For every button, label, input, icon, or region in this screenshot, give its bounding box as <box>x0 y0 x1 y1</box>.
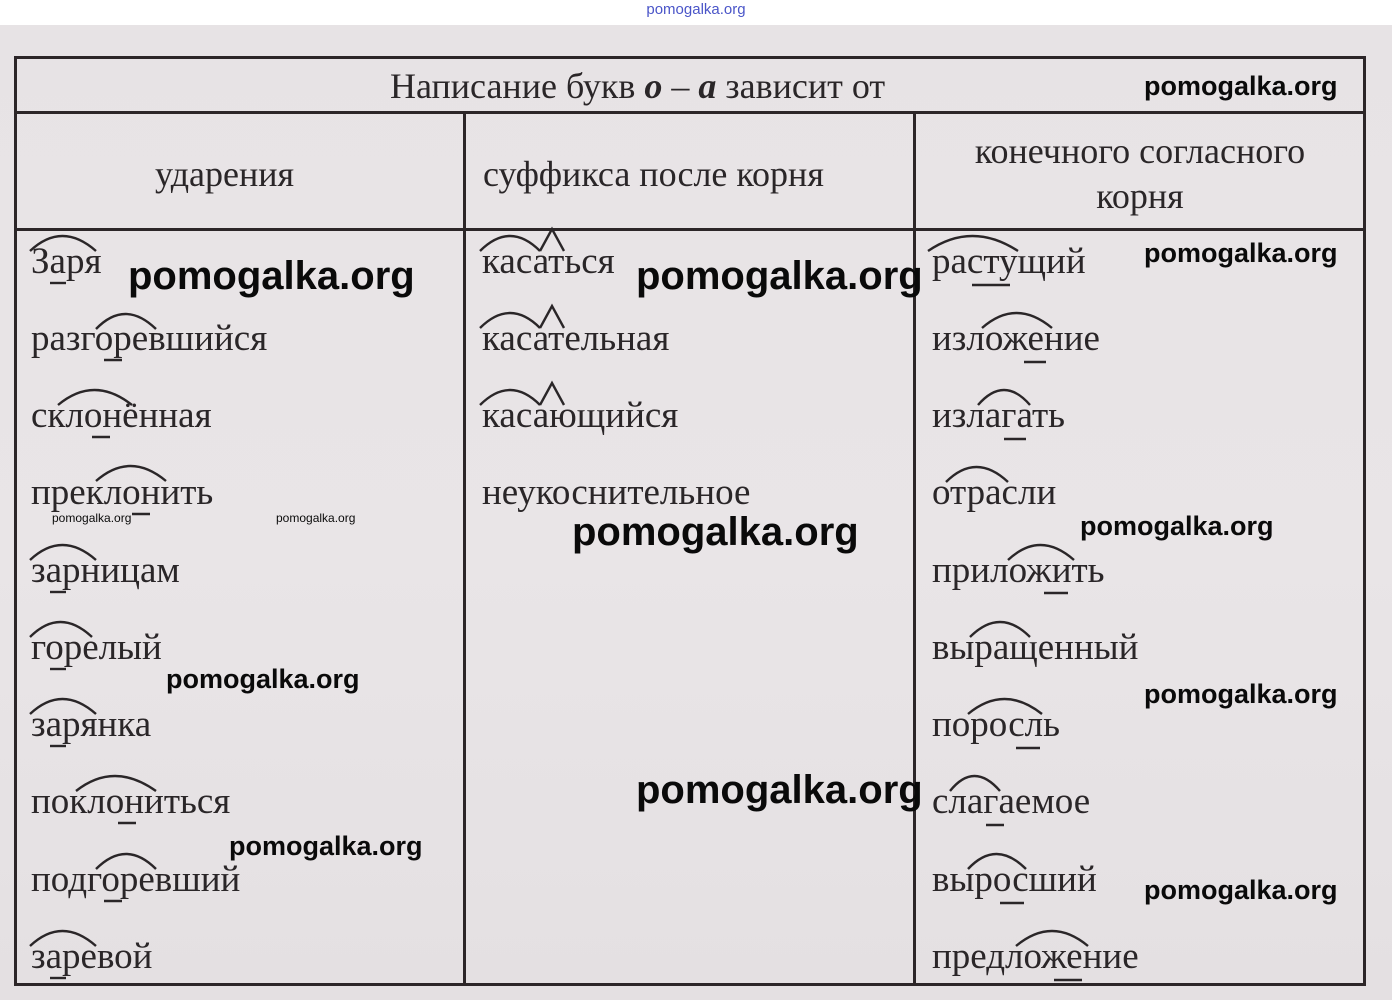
word-consonant-4: отрасли <box>932 472 1057 513</box>
word-consonant-3: излагать <box>932 395 1065 436</box>
title-text-suffix: зависит от <box>716 66 886 106</box>
title-text-prefix: Написание букв <box>390 66 645 106</box>
word-stress-6: горелый <box>31 627 162 668</box>
root-arc-icon <box>96 854 156 869</box>
root-arc-icon <box>978 390 1030 405</box>
word-suffix-2: касательная <box>482 318 670 359</box>
word-suffix-4: неукоснительное <box>482 472 751 513</box>
site-watermark-top: pomogalka.org <box>646 1 746 18</box>
column-header-consonant-line2: корня <box>1096 176 1184 216</box>
root-arc-icon <box>480 236 540 251</box>
root-arc-icon <box>30 931 96 946</box>
root-arc-icon <box>1016 931 1088 946</box>
root-arc-icon <box>946 467 1008 482</box>
word-stress-5: зарницам <box>31 550 180 591</box>
watermark-13: pomogalka.org <box>1144 875 1338 905</box>
word-suffix-3: касающийся <box>482 395 679 436</box>
watermark-10: pomogalka.org <box>1144 679 1338 709</box>
word-stress-4: преклонить <box>31 472 214 513</box>
root-arc-icon <box>480 313 540 328</box>
word-consonant-1: растущий <box>932 241 1086 282</box>
root-arc-icon <box>928 236 1018 251</box>
root-arc-icon <box>982 313 1052 328</box>
watermark-9: pomogalka.org <box>166 664 360 694</box>
column-header-consonant-line1: конечного согласного <box>974 131 1306 171</box>
textbook-page <box>0 25 1392 1000</box>
root-arc-icon <box>968 854 1026 869</box>
watermark-2: pomogalka.org <box>1144 238 1338 268</box>
watermark-8: pomogalka.org <box>1080 511 1274 541</box>
root-arc-icon <box>58 390 132 405</box>
watermark-6: pomogalka.org <box>276 511 356 525</box>
word-suffix-1: касаться <box>482 241 615 282</box>
suffix-caret-icon <box>540 383 564 405</box>
word-consonant-7: поросль <box>932 704 1060 745</box>
watermark-3: pomogalka.org <box>128 254 415 298</box>
watermark-1: pomogalka.org <box>1144 71 1338 101</box>
word-stress-8: поклониться <box>31 781 231 822</box>
root-arc-icon <box>968 699 1042 714</box>
watermark-11: pomogalka.org <box>636 768 923 812</box>
word-stress-2: разгоревшийся <box>31 318 268 359</box>
suffix-caret-icon <box>540 229 564 251</box>
watermark-7: pomogalka.org <box>572 510 859 554</box>
column-header-suffix: суффикса после корня <box>483 154 824 194</box>
word-stress-7: зарянка <box>31 704 152 745</box>
root-arc-icon <box>76 776 156 791</box>
column-header-stress: ударения <box>155 154 295 194</box>
root-arc-icon <box>30 622 92 637</box>
root-arc-icon <box>30 545 96 560</box>
word-consonant-9: выросший <box>932 859 1097 900</box>
root-arc-icon <box>480 390 540 405</box>
word-consonant-8: слагаемое <box>932 781 1091 822</box>
word-stress-9: подгоревший <box>31 859 241 900</box>
title-letter-a: а <box>698 66 717 106</box>
word-stress-3: склонённая <box>31 395 212 436</box>
root-arc-icon <box>950 776 1000 791</box>
word-consonant-10: предложение <box>932 936 1139 977</box>
title-letter-o: о <box>644 66 663 106</box>
root-arc-icon <box>970 622 1030 637</box>
word-consonant-6: выращенный <box>932 627 1139 668</box>
root-arc-icon <box>30 699 96 714</box>
word-stress-1: Заря <box>31 241 102 282</box>
word-stress-10: заревой <box>31 936 153 977</box>
root-arc-icon <box>96 466 166 481</box>
root-arc-icon <box>30 236 96 251</box>
word-consonant-2: изложение <box>932 318 1100 359</box>
watermark-4: pomogalka.org <box>636 254 923 298</box>
root-arc-icon <box>1008 545 1074 560</box>
watermark-5: pomogalka.org <box>52 511 132 525</box>
word-consonant-5: приложить <box>932 550 1105 591</box>
title-dash: – <box>662 66 699 106</box>
watermark-12: pomogalka.org <box>229 831 423 861</box>
suffix-caret-icon <box>540 306 564 328</box>
root-arc-icon <box>96 314 156 329</box>
